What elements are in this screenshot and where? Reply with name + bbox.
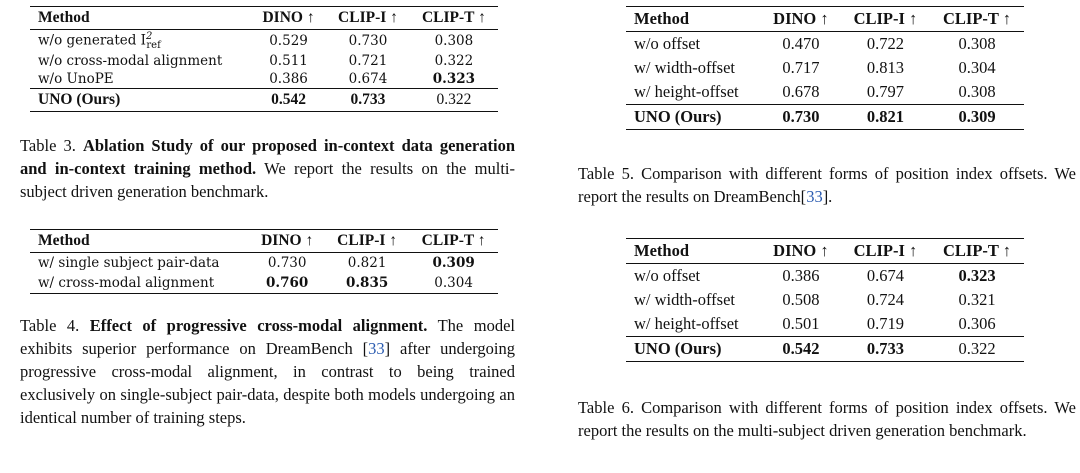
clip-t-cell: 0.323: [958, 266, 996, 285]
clip-t-cell: 0.308: [958, 34, 996, 53]
method-cell: w/o offset: [634, 34, 701, 53]
table-row: [626, 80, 1024, 105]
dino-cell: 0.678: [782, 82, 820, 101]
clip-t-cell: 0.309: [958, 107, 996, 126]
caption-text-end: ] after undergoing progressive cross-modal alignment, in contrast to being trained exclusively on single-subject pair-data, despite both models undergoing an identical number of training steps.: [20, 339, 515, 428]
table-4: [30, 229, 498, 294]
method-cell: w/ cross-modal alignment: [38, 275, 215, 292]
method-text: w/o generated I: [38, 32, 147, 49]
header-method: Method: [634, 241, 689, 260]
method-cell: w/o offset: [634, 266, 701, 285]
table-row: [626, 264, 1024, 289]
table-6: [626, 238, 1024, 362]
caption-text: The model exhibits superior performance on DreamBench [: [20, 316, 515, 359]
method-cell: UNO (Ours): [38, 91, 121, 109]
clip-i-cell: 0.813: [866, 58, 905, 77]
clip-i-cell: 0.730: [348, 33, 388, 50]
method-cell: w/o cross-modal alignment: [38, 53, 223, 70]
method-cell: UNO (Ours): [634, 339, 722, 358]
clip-t-cell: 0.322: [436, 91, 472, 109]
dino-cell: 0.529: [269, 33, 308, 50]
header-clip-i: CLIP-I ↑: [338, 9, 398, 26]
left-column: [20, 6, 515, 429]
caption-text: Table 5. Comparison with different forms of position index offsets. We report the results on DreamBench[: [578, 164, 1076, 206]
clip-t-cell: 0.304: [434, 275, 473, 292]
method-cell: w/ height-offset: [634, 82, 739, 101]
dino-cell: 0.717: [782, 58, 820, 77]
header-dino: DINO ↑: [262, 9, 315, 26]
dino-cell: 0.508: [782, 290, 820, 309]
method-subscript: ref: [146, 40, 161, 52]
header-clip-t: CLIP-T ↑: [421, 9, 486, 26]
table-3: [30, 6, 498, 112]
clip-t-cell: 0.322: [958, 339, 996, 358]
method-cell: w/ width-offset: [634, 290, 735, 309]
method-cell: w/ height-offset: [634, 314, 739, 333]
table-5: [626, 6, 1024, 130]
clip-t-cell: 0.323: [432, 71, 476, 88]
header-dino: DINO ↑: [773, 9, 829, 28]
header-method: Method: [634, 9, 689, 28]
caption-label: Table 4.: [20, 316, 80, 336]
method-cell: w/o UnoPE: [38, 71, 114, 88]
method-cell: w/ single subject pair-data: [38, 255, 220, 272]
method-cell: UNO (Ours): [634, 107, 722, 126]
header-clip-t: CLIP-T ↑: [943, 9, 1012, 28]
dino-cell: 0.386: [782, 266, 820, 285]
clip-i-cell: 0.797: [866, 82, 905, 101]
header-clip-t: CLIP-T ↑: [943, 241, 1012, 260]
header-clip-i: CLIP-I ↑: [853, 9, 918, 28]
table-row: [626, 312, 1024, 337]
table-row: [30, 253, 498, 274]
method-cell: [30, 30, 251, 53]
citation-link[interactable]: 33: [368, 339, 385, 359]
clip-i-cell: 0.821: [866, 107, 905, 126]
dino-cell: 0.511: [269, 53, 308, 70]
header-clip-i: CLIP-I ↑: [853, 241, 918, 260]
clip-i-cell: 0.733: [866, 339, 905, 358]
clip-t-cell: 0.306: [958, 314, 996, 333]
table-row: [626, 56, 1024, 80]
header-method: Method: [38, 232, 90, 250]
table-header-row: [626, 7, 1024, 32]
caption-label: Table 3.: [20, 136, 76, 156]
clip-t-cell: 0.304: [958, 58, 996, 77]
clip-i-cell: 0.733: [350, 91, 386, 109]
table-row: [30, 30, 498, 53]
table-row-ours: [626, 337, 1024, 362]
header-dino: DINO ↑: [773, 241, 829, 260]
table-4-caption: [20, 314, 515, 429]
right-column: [578, 6, 1076, 442]
clip-t-cell: 0.308: [434, 33, 474, 50]
table-row: [30, 70, 498, 89]
clip-i-cell: 0.674: [348, 71, 388, 88]
clip-i-cell: 0.724: [866, 290, 905, 309]
caption-bold: Effect of progressive cross-modal alignment.: [89, 316, 428, 336]
table-row-ours: [30, 89, 498, 112]
header-clip-t: CLIP-T ↑: [421, 232, 486, 250]
caption-text-end: ].: [822, 187, 833, 206]
table-header-row: [626, 239, 1024, 264]
caption-text: We report the results on the multi-subject driven generation benchmark.: [20, 159, 515, 202]
clip-i-cell: 0.719: [866, 314, 905, 333]
clip-i-cell: 0.722: [866, 34, 905, 53]
dino-cell: 0.501: [782, 314, 820, 333]
table-row-ours: [626, 105, 1024, 130]
clip-t-cell: 0.308: [958, 82, 996, 101]
table-6-caption: Table 6. Comparison with different forms of position index offsets. We report the results on the multi-subject driven generation benchmark.: [578, 398, 1076, 440]
table-row: [626, 32, 1024, 57]
clip-i-cell: 0.721: [348, 53, 388, 70]
table-header-row: [30, 7, 498, 30]
table-row: [30, 273, 498, 294]
header-dino: DINO ↑: [261, 232, 314, 250]
dino-cell: 0.730: [782, 107, 820, 126]
table-3-caption: [20, 134, 515, 203]
table-header-row: [30, 230, 498, 253]
clip-t-cell: 0.309: [432, 255, 475, 272]
clip-t-cell: 0.322: [434, 53, 474, 70]
dino-cell: 0.542: [782, 339, 820, 358]
table-5-caption: [578, 162, 1076, 208]
dino-cell: 0.760: [266, 275, 309, 292]
dino-cell: 0.386: [269, 71, 308, 88]
dino-cell: 0.470: [782, 34, 820, 53]
clip-t-cell: 0.321: [958, 290, 996, 309]
dino-cell: 0.542: [271, 91, 306, 109]
header-method: Method: [38, 9, 90, 26]
citation-link[interactable]: 33: [806, 187, 823, 206]
table-row: [626, 288, 1024, 312]
clip-i-cell: 0.674: [866, 266, 905, 285]
caption-bold: Ablation Study of our proposed in-context data generation and in-context training method.: [20, 136, 516, 179]
table-row: [30, 52, 498, 70]
header-clip-i: CLIP-I ↑: [337, 232, 398, 250]
method-superscript: 2: [146, 31, 153, 42]
clip-i-cell: 0.835: [345, 275, 389, 292]
clip-i-cell: 0.821: [347, 255, 387, 272]
dino-cell: 0.730: [267, 255, 307, 272]
method-cell: w/ width-offset: [634, 58, 735, 77]
